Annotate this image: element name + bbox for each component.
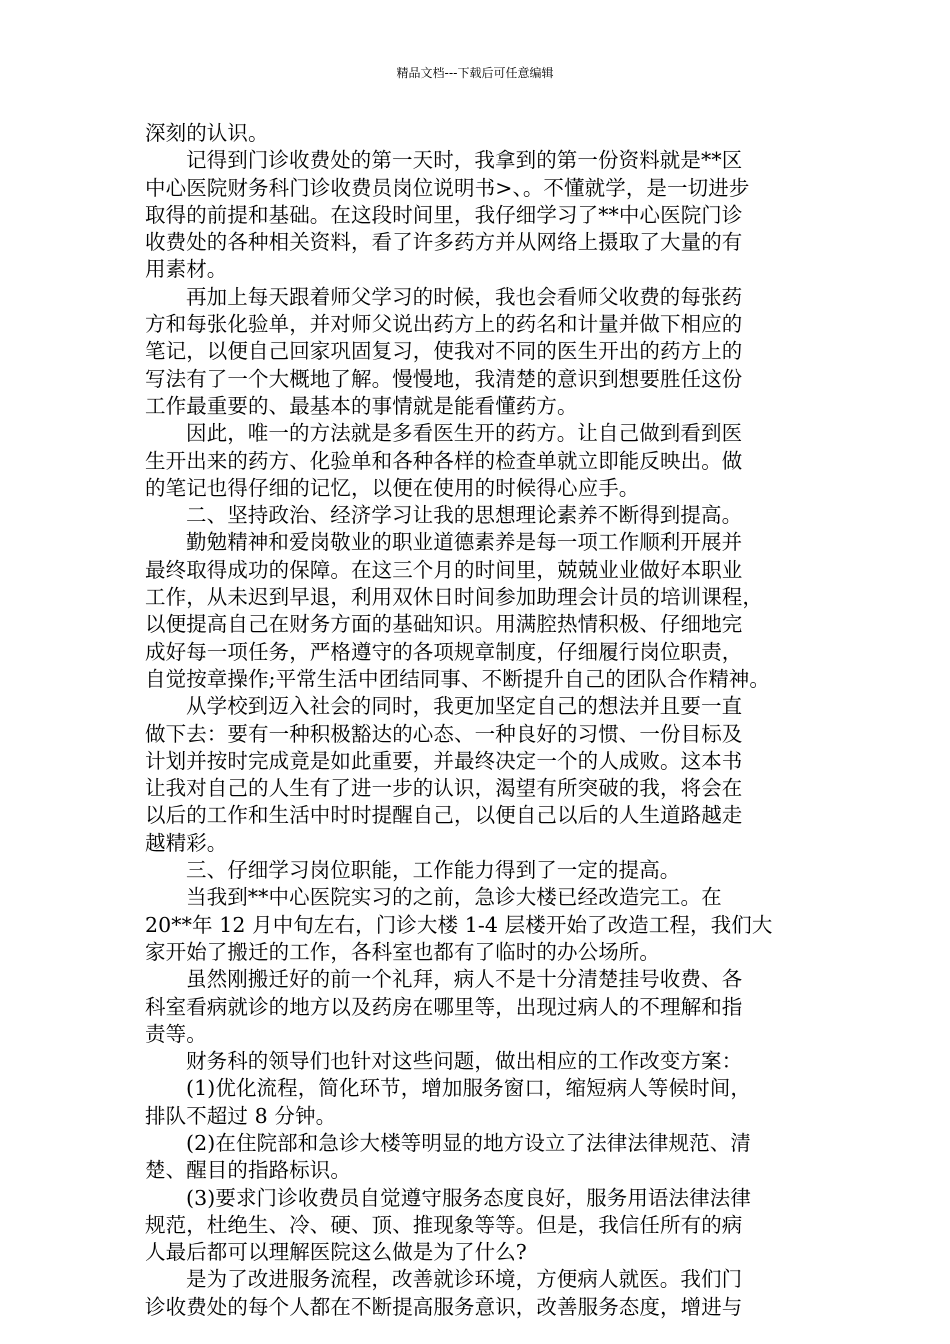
text-line: (1)优化流程，简化环节，增加服务窗口，缩短病人等候时间， <box>186 1076 751 1101</box>
text-line: 取得的前提和基础。在这段时间里，我仔细学习了**中心医院门诊 <box>145 202 743 227</box>
text-line: 科室看病就诊的地方以及药房在哪里等，出现过病人的不理解和指 <box>145 994 743 1019</box>
text-line: 方和每张化验单，并对师父说出药方上的药名和计量并做下相应的 <box>145 312 743 337</box>
text-line: 记得到门诊收费处的第一天时，我拿到的第一份资料就是**区 <box>186 148 743 173</box>
text-line: 二、坚持政治、经济学习让我的思想理论素养不断得到提高。 <box>186 503 743 528</box>
text-line: 家开始了搬迁的工作，各科室也都有了临时的办公场所。 <box>145 939 660 964</box>
text-line: 的笔记也得仔细的记忆，以便在使用的时候得心应手。 <box>145 475 640 500</box>
text-line: 三、仔细学习岗位职能，工作能力得到了一定的提高。 <box>186 858 681 883</box>
document-body <box>145 120 809 1321</box>
text-line: 计划并按时完成竟是如此重要，并最终决定一个的人成败。这本书 <box>145 748 743 773</box>
text-line: (2)在住院部和急诊大楼等明显的地方设立了法律法律规范、清 <box>186 1130 751 1155</box>
text-line: 中心医院财务科门诊收费员岗位说明书>、。不懂就学，是一切进步 <box>145 175 750 200</box>
text-line: 从学校到迈入社会的同时，我更加坚定自己的想法并且要一直 <box>186 694 743 719</box>
text-line: 笔记，以便自己回家巩固复习，使我对不同的医生开出的药方上的 <box>145 339 743 364</box>
text-line: (3)要求门诊收费员自觉遵守服务态度良好，服务用语法律法律 <box>186 1185 751 1210</box>
text-line: 深刻的认识。 <box>145 121 269 145</box>
text-line: 勤勉精神和爱岗敬业的职业道德素养是每一项工作顺利开展并 <box>186 530 743 555</box>
text-line: 越精彩。 <box>145 830 228 855</box>
text-line: 最终取得成功的保障。在这三个月的时间里，兢兢业业做好本职业 <box>145 557 743 582</box>
page-header: 精品文档---下载后可任意编辑 <box>396 66 554 80</box>
text-line: 生开出来的药方、化验单和各种各样的检查单就立即能反映出。做 <box>145 448 743 473</box>
text-line: 再加上每天跟着师父学习的时候，我也会看师父收费的每张药 <box>186 284 743 309</box>
text-line: 做下去：要有一种积极豁达的心态、一种良好的习惯、一份目标及 <box>145 721 743 746</box>
text-line: 以后的工作和生活中时时提醒自己，以便自己以后的人生道路越走 <box>145 803 743 828</box>
text-line: 让我对自己的人生有了进一步的认识，渴望有所突破的我，将会在 <box>145 776 743 801</box>
text-line: 是为了改进服务流程，改善就诊环境，方便病人就医。我们门 <box>186 1267 743 1292</box>
text-line: 人最后都可以理解医院这么做是为了什么? <box>145 1240 527 1265</box>
text-line: 规范，杜绝生、冷、硬、顶、推现象等等。但是，我信任所有的病 <box>145 1212 743 1237</box>
text-line: 诊收费处的每个人都在不断提高服务意识，改善服务态度，增进与 <box>145 1294 743 1319</box>
text-line: 当我到**中心医院实习的之前，急诊大楼已经改造完工。在 <box>186 885 722 910</box>
text-line: 楚、醒目的指路标识。 <box>145 1158 351 1183</box>
text-line: 责等。 <box>145 1021 207 1046</box>
text-line: 以便提高自己在财务方面的基础知识。用满腔热情积极、仔细地完 <box>145 612 743 637</box>
text-line: 因此，唯一的方法就是多看医生开的药方。让自己做到看到医 <box>186 421 743 446</box>
text-line: 财务科的领导们也针对这些问题，做出相应的工作改变方案： <box>186 1049 743 1074</box>
text-line: 收费处的各种相关资料，看了许多药方并从网络上摄取了大量的有 <box>145 230 743 255</box>
text-line: 自觉按章操作;平常生活中团结同事、不断提升自己的团队合作精神。 <box>145 666 771 691</box>
text-line: 工作，从未迟到早退，利用双休日时间参加助理会计员的培训课程， <box>145 585 763 610</box>
text-line: 排队不超过 8 分钟。 <box>145 1103 337 1128</box>
text-line: 写法有了一个大概地了解。慢慢地，我清楚的意识到想要胜任这份 <box>145 366 743 391</box>
text-line: 用素材。 <box>145 257 228 282</box>
text-line: 成好每一项任务，严格遵守的各项规章制度，仔细履行岗位职责， <box>145 639 743 664</box>
text-line: 20**年 12 月中旬左右，门诊大楼 1-4 层楼开始了改造工程，我们大 <box>145 912 773 937</box>
text-line: 工作最重要的、最基本的事情就是能看懂药方。 <box>145 393 578 418</box>
text-line: 虽然刚搬迁好的前一个礼拜，病人不是十分清楚挂号收费、各 <box>186 967 743 992</box>
